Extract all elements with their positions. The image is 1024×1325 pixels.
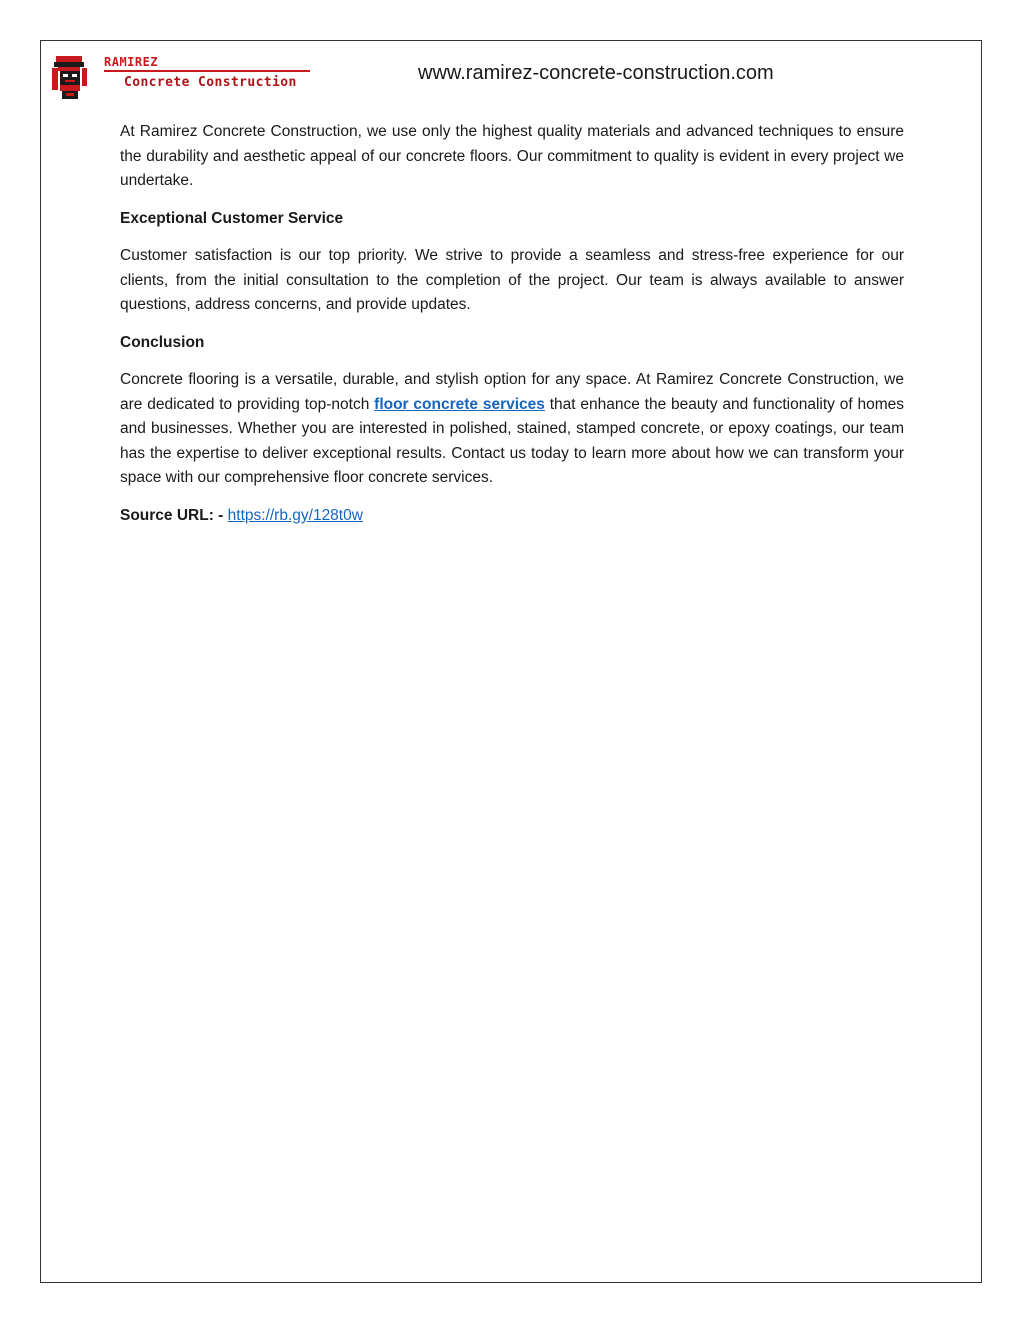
source-line (120, 504, 904, 529)
site-url-text: www.ramirez-concrete-construction.com (418, 62, 774, 84)
logo-wordmark-top: RAMIREZ (104, 55, 159, 69)
aztec-head-logo-icon (50, 54, 90, 102)
conclusion-text-end: that enhance the beauty and functionality of homes and businesses. Whether you are interested in polished, stained, stamped concrete, or epoxy coatings, our team has the expertise to deliver exceptional results. Contact us today to learn more about how we can transform your space with our comprehensive floor concrete services. (120, 395, 904, 486)
page-header (50, 52, 970, 108)
customer-service-paragraph: Customer satisfaction is our top priority. We strive to provide a seamless and stress-free experience for our clients, from the initial consultation to the completion of the project. Our team is always available to answer questions, address concerns, and provide updates. (120, 247, 904, 313)
section-heading-conclusion: Conclusion (120, 333, 205, 351)
logo-wordmark-bottom: Concrete Construction (124, 75, 297, 90)
section-heading-customer-service: Exceptional Customer Service (120, 209, 344, 227)
document-body (120, 120, 904, 541)
source-url-link[interactable]: https://rb.gy/128t0w (227, 506, 363, 524)
company-logo[interactable] (50, 52, 320, 106)
conclusion-text-start: Concrete flooring is a versatile, durable, and stylish option for any space. At Ramirez Concrete Construction, we are dedicated to providing top-notch (120, 371, 904, 413)
logo-divider (104, 70, 310, 72)
source-label: Source URL: - (120, 506, 224, 524)
floor-concrete-services-link[interactable]: floor concrete services (374, 395, 545, 413)
conclusion-paragraph (120, 368, 904, 491)
intro-paragraph: At Ramirez Concrete Construction, we use only the highest quality materials and advanced techniques to ensure the durability and aesthetic appeal of our concrete floors. Our commitment to quality is evident in every project we undertake. (120, 123, 904, 189)
